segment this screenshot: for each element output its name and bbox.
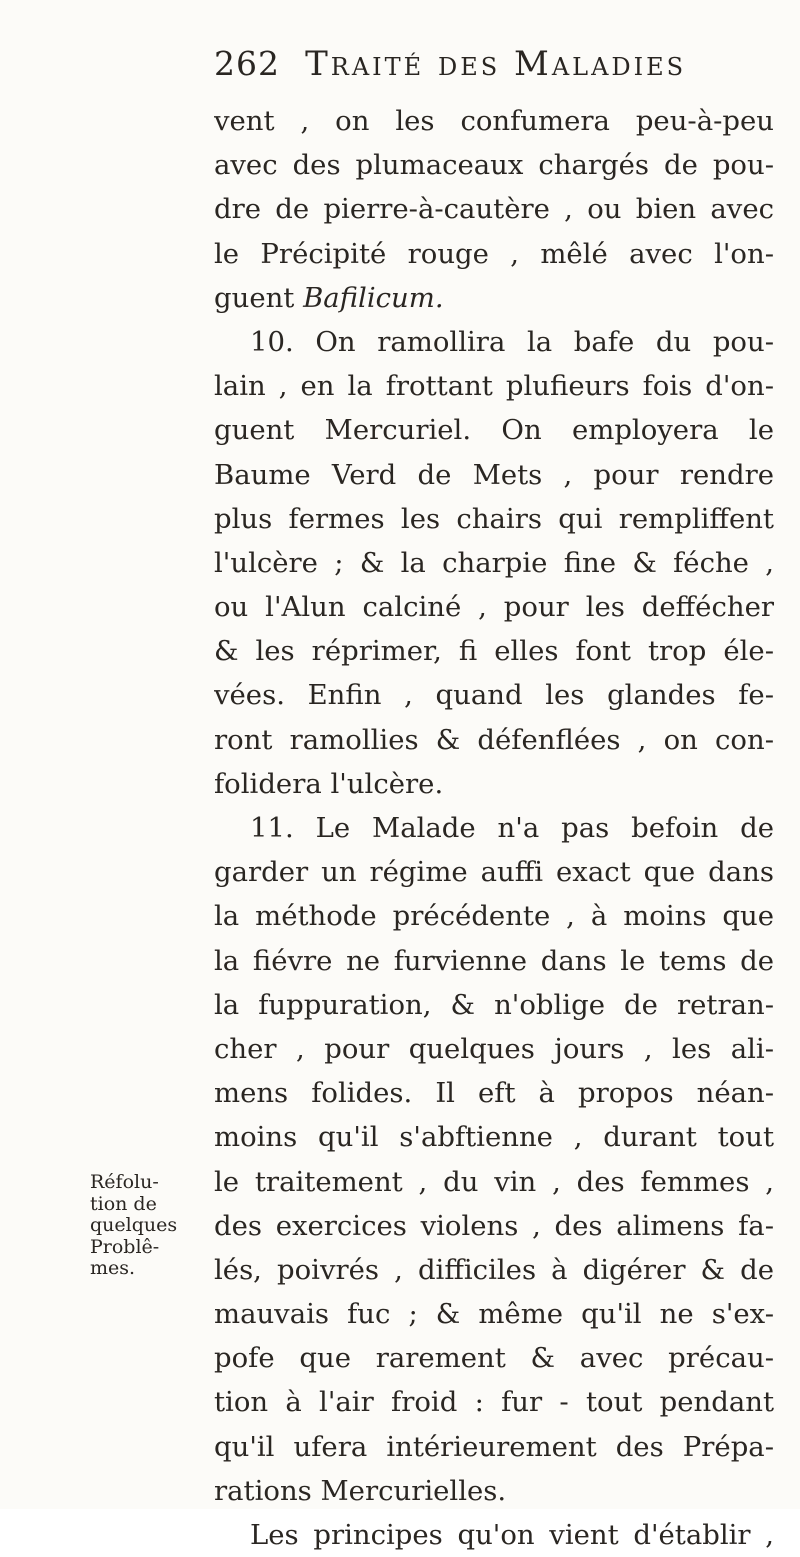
text-line: qu'il ufera intérieurement des Prépa- <box>214 1430 774 1463</box>
page-header <box>214 44 774 96</box>
text-line: mauvais fuc ; & même qu'il ne s'ex- <box>214 1298 774 1331</box>
text-line: 10. On ramollira la bafe du pou- <box>250 325 774 358</box>
text-line: 11. Le Malade n'a pas befoin de <box>250 812 774 844</box>
text-line: Les principes qu'on vient d'établir , <box>250 1519 774 1551</box>
margin-note <box>90 1172 210 1280</box>
text-line: guent Mercuriel. On employera le <box>214 414 774 447</box>
text-line: la méthode précédente , à moins que <box>214 900 774 933</box>
text-line: l'ulcère ; & la charpie fine & féche , <box>214 546 774 579</box>
running-title: Traité des Maladies <box>305 44 687 84</box>
page-number: 262 <box>214 44 280 83</box>
text-line: vent , on les confumera peu-à-peu <box>214 105 774 137</box>
text-line: lain , en la frottant plufieurs fois d'on- <box>214 370 774 403</box>
margin-note-line: Réfolu- <box>90 1171 159 1193</box>
margin-note-line: Problê- <box>90 1235 160 1258</box>
text-line: & les réprimer, fi elles font trop éle- <box>214 635 774 668</box>
text-line: cher , pour quelques jours , les ali- <box>214 1032 774 1065</box>
text-line: pofe que rarement & avec précau- <box>214 1342 774 1375</box>
text-line <box>214 276 774 320</box>
text-line: lés, poivrés , difficiles à digérer & de <box>214 1253 774 1286</box>
text-line: avec des plumaceaux chargés de pou- <box>214 149 774 182</box>
margin-note-line: tion de <box>90 1192 157 1215</box>
text-line: Baume Verd de Mets , pour rendre <box>214 458 774 491</box>
text-line: vées. Enfin , quand les glandes fe- <box>214 679 774 712</box>
text-line: ou l'Alun calciné , pour les deffécher <box>214 591 774 624</box>
text-line: le traitement , du vin , des femmes , <box>214 1165 774 1198</box>
text-line: le Précipité rouge , mêlé avec l'on- <box>214 237 774 270</box>
margin-note-line: quelques <box>90 1214 178 1236</box>
text-line: dre de pierre-à-cautère , ou bien avec <box>214 193 774 226</box>
text-line: la fiévre ne furvienne dans le tems de <box>214 944 774 977</box>
text-line: moins qu'il s'abftienne , durant tout <box>214 1121 774 1154</box>
margin-note-line: mes. <box>90 1257 136 1279</box>
text-line: plus fermes les chairs qui rempliffent <box>214 502 774 535</box>
text-line: tion à l'air froid : fur - tout pendant <box>214 1386 774 1419</box>
text-line: la fuppuration, & n'oblige de retran- <box>214 988 774 1021</box>
body-text <box>214 99 774 1557</box>
italic-word: Bafilicum. <box>303 281 444 314</box>
text-fragment: guent <box>214 281 304 314</box>
text-line: garder un régime auffi exact que dans <box>214 856 774 889</box>
text-line: mens folides. Il eft à propos néan- <box>214 1077 774 1110</box>
text-line: des exercices violens , des alimens fa- <box>214 1209 774 1242</box>
text-line: folidera l'ulcère. <box>214 767 444 800</box>
text-line: ront ramollies & défenflées , on con- <box>214 723 774 756</box>
text-line: rations Mercurielles. <box>214 1474 507 1507</box>
